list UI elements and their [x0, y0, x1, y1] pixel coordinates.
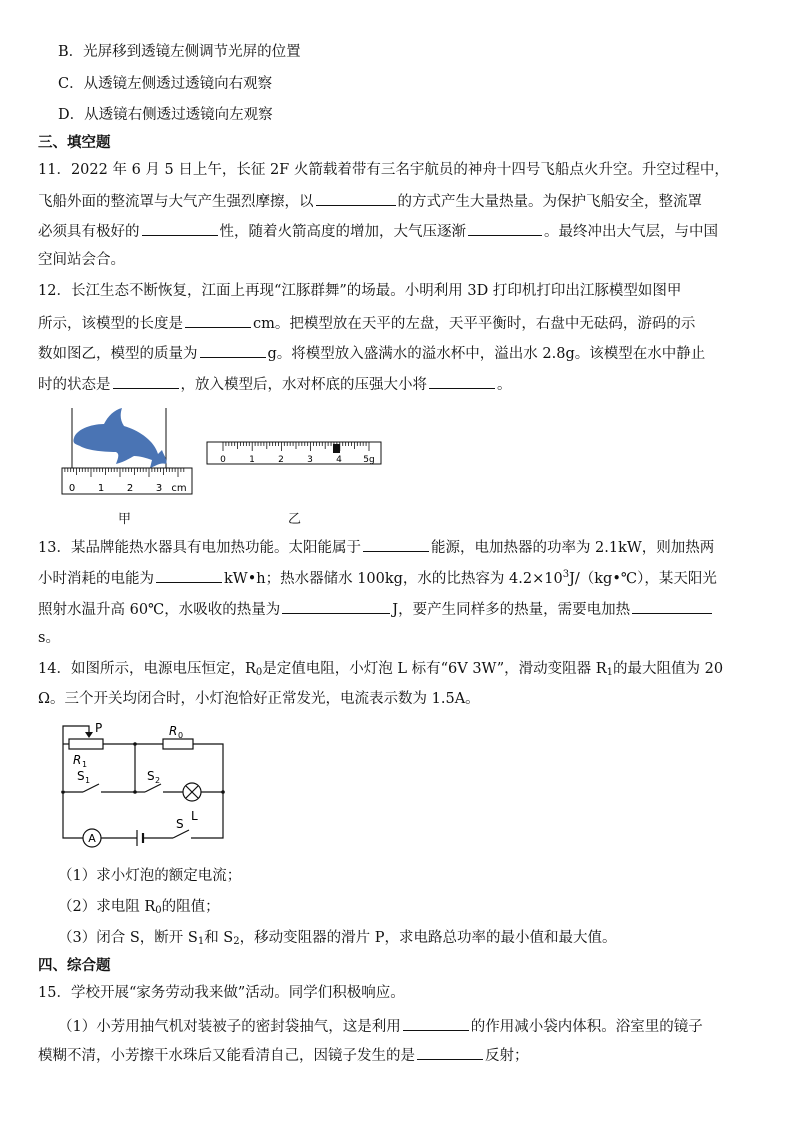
q12-text: cm。把模型放在天平的左盘，天平平衡时，右盘中无砝码，游码的示: [253, 316, 696, 332]
q14-text: （3）闭合 S，断开 S: [58, 930, 198, 946]
scale-body: [207, 442, 381, 464]
q12-text: 数如图乙，模型的质量为: [38, 346, 198, 362]
q15-text: （1）小芳用抽气机对装被子的密封袋抽气，这是利用: [58, 1019, 401, 1035]
q13-line-4: s。: [38, 630, 60, 646]
q12-text: ，放入模型后，水对杯底的压强大小将: [180, 377, 427, 393]
q13-text: kW•h；热水器储水 100kg，水的比热容为 4.2×10: [224, 571, 563, 587]
scale-label: 2: [278, 455, 284, 465]
q12-text: 时的状态是: [38, 377, 111, 393]
q11-text: 飞船外面的整流罩与大气产生强烈摩擦，以: [38, 194, 314, 210]
switch-s: [173, 830, 189, 838]
junction-dot: [133, 790, 137, 794]
q14-part-2: [58, 897, 220, 921]
option-d: D．从透镜右侧透过透镜向左观察: [58, 107, 273, 123]
label-p: P: [95, 721, 103, 735]
option-c: C．从透镜左侧透过透镜向右观察: [58, 76, 273, 92]
switch-s2: [145, 784, 161, 792]
q14-text: 和 S: [204, 930, 234, 946]
q14-text: 的阻值；: [161, 899, 220, 915]
q13-line-2: [38, 565, 717, 589]
answer-blank[interactable]: [403, 1014, 469, 1031]
ruler-unit: cm: [171, 483, 187, 494]
switch-s1: [83, 784, 99, 792]
q13-line-1: [38, 535, 714, 558]
label-r0-sub: 0: [178, 731, 184, 740]
junction-dot: [61, 790, 65, 794]
label-s1: S: [77, 769, 85, 783]
q14-text: ，移动变阻器的滑片 P，求电路总功率的最小值和最大值。: [239, 930, 617, 946]
q12-line-4: [38, 372, 512, 395]
scale-label: 0: [220, 455, 226, 465]
option-b: B．光屏移到透镜左侧调节光屏的位置: [58, 44, 301, 60]
answer-blank[interactable]: [316, 189, 396, 206]
q12-text: 所示，该模型的长度是: [38, 316, 183, 332]
answer-blank[interactable]: [156, 566, 222, 583]
q13-text: 能源，电加热器的功率为 2.1kW，则加热两: [430, 540, 715, 556]
junction-dot: [221, 790, 225, 794]
q14-text: 14．如图所示，电源电压恒定，R: [38, 661, 256, 677]
label-r1-sub: 1: [82, 760, 88, 769]
q14-part-3: [58, 928, 616, 952]
q11-line-2: [38, 189, 702, 212]
q15-text: 反射；: [485, 1048, 529, 1064]
q12-line-3: [38, 341, 705, 364]
ruler-label: 1: [97, 483, 105, 494]
q13-text: 照射水温升高 60℃，水吸收的热量为: [38, 602, 281, 618]
label-r1: R: [73, 753, 82, 767]
q12-line-1: 12．长江生态不断恢复，江面上再现“江豚群舞”的场最。小明利用 3D 打印机打印出江豚模型如图甲: [38, 283, 682, 299]
answer-blank[interactable]: [200, 341, 266, 358]
q15-text: 模糊不清，小芳擦干水珠后又能看清自己，因镜子发生的是: [38, 1048, 415, 1064]
resistor-r0: [163, 739, 193, 749]
scale-label: 3: [307, 455, 313, 465]
figure-caption-yi: 乙: [288, 512, 302, 527]
answer-blank[interactable]: [185, 311, 251, 328]
scale-label: 1: [249, 455, 255, 465]
scale-rider: [333, 444, 340, 453]
q14-subscript: 0: [255, 667, 263, 678]
slider-arrow-icon: [85, 732, 93, 738]
q15-text: 的作用减小袋内体积。浴室里的镜子: [470, 1019, 703, 1035]
section-4-title: 四、综合题: [38, 958, 111, 974]
q14-text: （2）求电阻 R: [58, 899, 156, 915]
q14-text: 的最大阻值为 20: [613, 661, 724, 677]
q11-text: 性，随着火箭高度的增加，大气压逐渐: [219, 224, 466, 240]
label-s2: S: [147, 769, 155, 783]
q15-line-1: 15．学校开展“家务劳动我来做”活动。同学们积极响应。: [38, 985, 405, 1001]
ruler-label: 0: [68, 483, 76, 494]
ruler-label: 2: [126, 483, 134, 494]
q14-line-1: [38, 659, 723, 683]
dolphin-icon: [73, 408, 166, 468]
answer-blank[interactable]: [142, 219, 218, 236]
answer-blank[interactable]: [363, 535, 429, 552]
answer-blank[interactable]: [429, 372, 495, 389]
figure-balance-scale: [205, 440, 385, 466]
q11-text: 的方式产生大量热量。为保护飞船安全，整流罩: [397, 194, 702, 210]
q14-subscript: 1: [606, 667, 614, 678]
q15-line-2: [58, 1014, 703, 1037]
ruler-label: 3: [155, 483, 163, 494]
q13-text: J，要产生同样多的热量，需要电加热: [392, 602, 631, 618]
q14-part-1: （1）求小灯泡的额定电流；: [58, 868, 242, 884]
ammeter-label: A: [88, 832, 96, 845]
q15-line-3: [38, 1043, 529, 1066]
answer-blank[interactable]: [113, 372, 179, 389]
q14-subscript: 2: [233, 936, 240, 947]
q12-line-2: [38, 311, 695, 334]
q11-text: 。最终冲出大气层，与中国: [544, 224, 718, 240]
q12-text: g。将模型放入盛满水的溢水杯中，溢出水 2.8g。该模型在水中静止: [267, 346, 706, 362]
label-s2-sub: 2: [155, 776, 161, 785]
circuit-diagram: [55, 720, 235, 860]
q14-text: 是定值电阻，小灯泡 L 标有“6V 3W”，滑动变阻器 R: [262, 661, 607, 677]
answer-blank[interactable]: [632, 597, 712, 614]
scale-label: 4: [336, 455, 342, 465]
q11-text: 必须具有极好的: [38, 224, 140, 240]
answer-blank[interactable]: [282, 597, 390, 614]
q13-text: 13．某品牌能热水器具有电加热功能。太阳能属于: [38, 540, 361, 556]
junction-dot: [133, 742, 137, 746]
answer-blank[interactable]: [468, 219, 542, 236]
q11-line-1: 11．2022 年 6 月 5 日上午，长征 2F 火箭载着带有三名宇航员的神舟十四号飞船点火升空。升空过程中，: [38, 162, 729, 178]
label-r0: R: [169, 724, 178, 738]
resistor-r1: [69, 739, 103, 749]
label-l: L: [191, 809, 198, 823]
label-s: S: [176, 817, 184, 831]
q13-superscript: 3: [562, 569, 570, 580]
figure-dolphin-ruler: [58, 406, 198, 498]
q14-subscript: 0: [155, 905, 162, 916]
label-s1-sub: 1: [85, 776, 91, 785]
q14-line-2: Ω。三个开关均闭合时，小灯泡恰好正常发光，电流表示数为 1.5A。: [38, 691, 480, 707]
wire: [63, 792, 83, 838]
figure-caption-jia: 甲: [118, 512, 132, 527]
section-3-title: 三、填空题: [38, 135, 111, 151]
q12-text: 。: [497, 377, 512, 393]
q13-text: J/（kg•℃），某天阳光: [569, 571, 717, 587]
answer-blank[interactable]: [417, 1043, 483, 1060]
q13-line-3: [38, 597, 714, 620]
q11-line-3: [38, 219, 718, 242]
q13-text: 小时消耗的电能为: [38, 571, 154, 587]
scale-label: 5g: [363, 455, 375, 465]
q14-subscript: 1: [197, 936, 205, 947]
q11-line-4: 空间站会合。: [38, 252, 125, 268]
